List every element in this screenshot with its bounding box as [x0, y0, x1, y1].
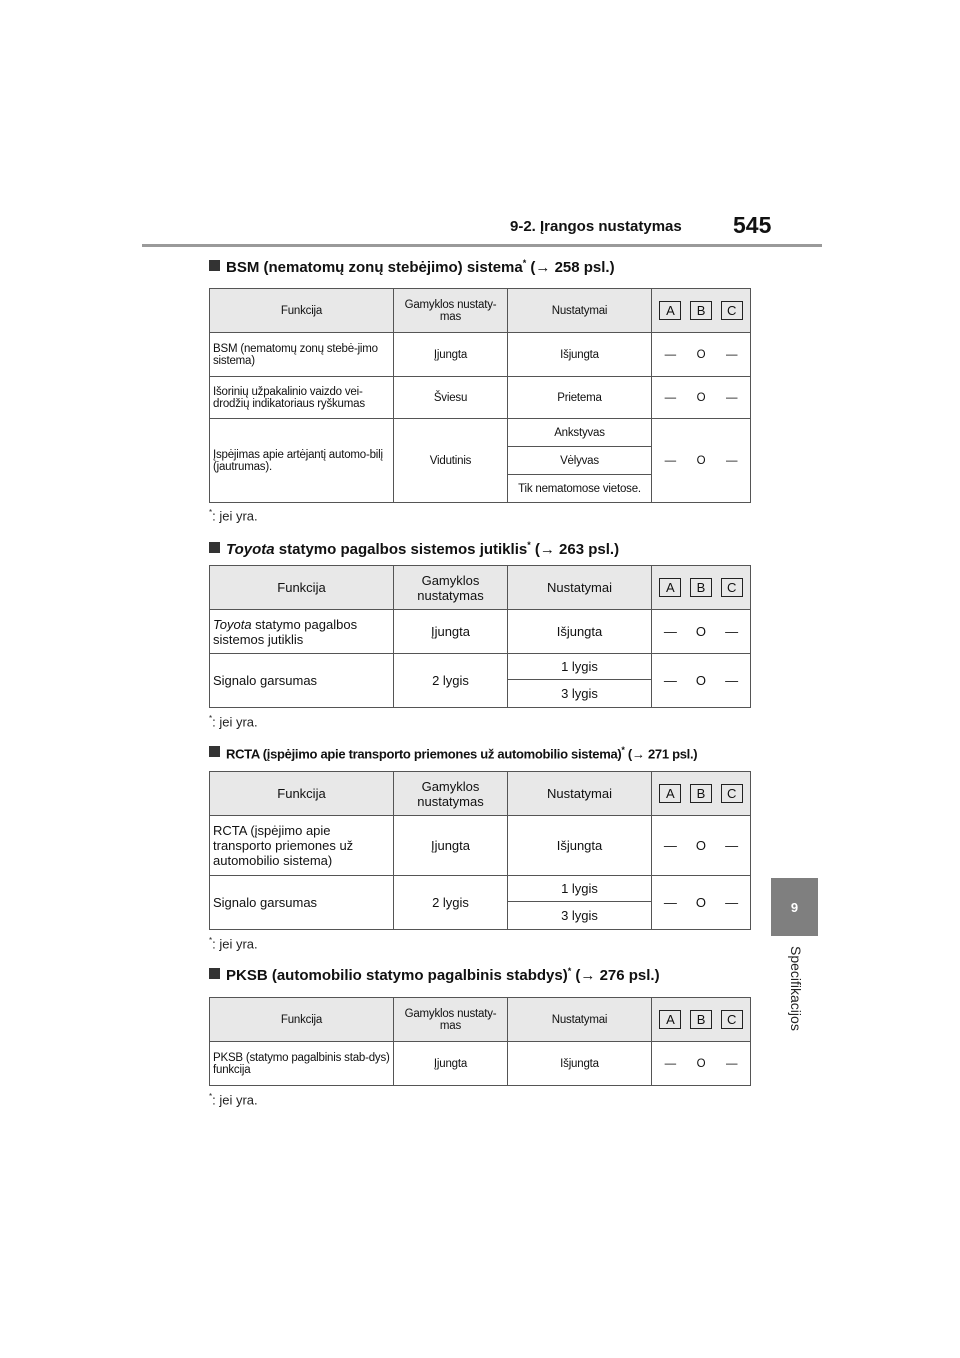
- footnote-text: : jei yra.: [212, 936, 258, 952]
- cell-default: 2 lygis: [394, 876, 508, 930]
- table-row: [210, 654, 751, 680]
- mark-b: O: [695, 673, 707, 688]
- bullet-square-icon: [209, 542, 220, 553]
- footnote-text: : jei yra.: [212, 714, 258, 730]
- mark-c: —: [725, 391, 738, 404]
- bullet-square-icon: [209, 746, 220, 757]
- mark-c: —: [725, 838, 739, 853]
- cell-marks: [652, 816, 751, 876]
- asterisk: *: [209, 714, 213, 723]
- box-a: A: [659, 1010, 681, 1029]
- heading-bsm-ref: (→ 258 psl.): [526, 259, 615, 276]
- heading-rcta: [209, 745, 697, 761]
- col-function: Funkcija: [210, 289, 394, 333]
- mark-c: —: [725, 1057, 738, 1070]
- cell-setting: Ankstyvas: [508, 419, 652, 447]
- bullet-square-icon: [209, 968, 220, 979]
- col-abc: [652, 566, 751, 610]
- footnote-text: : jei yra.: [212, 508, 258, 524]
- mark-a: —: [663, 673, 677, 688]
- col-function: Funkcija: [210, 566, 394, 610]
- page-number: 545: [733, 212, 772, 238]
- cell-default: Šviesu: [394, 377, 508, 419]
- bullet-square-icon: [209, 260, 220, 271]
- heading-pksb-ref: (→ 276 psl.): [571, 967, 660, 984]
- heading-toyota-ref: (→ 263 psl.): [530, 541, 620, 558]
- box-c: C: [721, 784, 743, 803]
- cell-function: Signalo garsumas: [210, 654, 394, 708]
- box-b: B: [690, 1010, 712, 1029]
- cell-setting: Išjungta: [508, 333, 652, 377]
- col-abc: [652, 289, 751, 333]
- cell-marks: [652, 377, 751, 419]
- mark-c: —: [725, 348, 738, 361]
- col-settings: Nustatymai: [508, 566, 652, 610]
- mark-a: —: [663, 895, 677, 910]
- cell-default: Įjungta: [394, 816, 508, 876]
- asterisk: *: [522, 258, 527, 268]
- footnote-text: : jei yra.: [212, 1092, 258, 1108]
- cell-setting: 3 lygis: [508, 680, 652, 708]
- mark-b: O: [696, 1057, 706, 1070]
- box-a: A: [659, 578, 681, 597]
- chapter-number: 9: [790, 899, 799, 915]
- mark-a: —: [664, 1057, 676, 1070]
- asterisk: *: [209, 936, 213, 945]
- mark-b: O: [696, 454, 706, 467]
- asterisk: *: [209, 1092, 213, 1101]
- mark-c: —: [725, 673, 739, 688]
- box-c: C: [721, 578, 743, 597]
- mark-b: O: [695, 624, 707, 639]
- mark-a: —: [664, 348, 676, 361]
- table-row: [210, 1042, 751, 1086]
- mark-c: —: [725, 895, 739, 910]
- col-default: Gamyklos nustatymas: [394, 772, 508, 816]
- heading-rcta-title: RCTA (įspėjimo apie transporto priemones už automobilio sistema): [226, 746, 622, 762]
- col-abc: [652, 772, 751, 816]
- box-a: A: [659, 301, 681, 320]
- mark-b: O: [696, 391, 706, 404]
- cell-function-brand: Toyota: [213, 616, 252, 632]
- col-abc: [652, 998, 751, 1042]
- table-pksb: [209, 997, 751, 1086]
- heading-bsm-title: BSM (nematomų zonų stebėjimo) sistema: [226, 259, 523, 276]
- cell-default: Įjungta: [394, 610, 508, 654]
- cell-function: PKSB (statymo pagalbinis stab-dys) funkcija: [210, 1042, 394, 1086]
- cell-setting: Išjungta: [508, 1042, 652, 1086]
- cell-marks: [652, 610, 751, 654]
- cell-default: Vidutinis: [394, 419, 508, 503]
- mark-b: O: [695, 838, 707, 853]
- cell-setting: Prietema: [508, 377, 652, 419]
- chapter-label: Specifikacijos: [788, 946, 804, 1031]
- cell-function: BSM (nematomų zonų stebė-jimo sistema): [210, 333, 394, 377]
- header-divider: [142, 244, 822, 247]
- footnote: [209, 508, 258, 523]
- col-settings: Nustatymai: [508, 772, 652, 816]
- heading-rcta-ref: (→ 271 psl.): [624, 746, 698, 762]
- mark-a: —: [664, 391, 676, 404]
- asterisk: *: [527, 540, 531, 550]
- cell-marks: [652, 654, 751, 708]
- asterisk: *: [209, 508, 213, 517]
- mark-a: —: [664, 454, 676, 467]
- box-b: B: [690, 578, 712, 597]
- box-c: C: [721, 1010, 743, 1029]
- footnote: [209, 1092, 258, 1107]
- table-row: [210, 610, 751, 654]
- cell-default: Įjungta: [394, 333, 508, 377]
- cell-marks: [652, 876, 751, 930]
- chapter-tab[interactable]: [771, 878, 818, 936]
- cell-setting: Išjungta: [508, 816, 652, 876]
- table-row: [210, 333, 751, 377]
- table-header-row: [210, 566, 751, 610]
- cell-function: Išorinių užpakalinio vaizdo vei-drodžių indikatoriaus ryškumas: [210, 377, 394, 419]
- table-toyota: [209, 565, 751, 708]
- table-header-row: [210, 998, 751, 1042]
- mark-c: —: [725, 624, 739, 639]
- heading-toyota: [209, 540, 619, 558]
- cell-default: 2 lygis: [394, 654, 508, 708]
- cell-setting: Vėlyvas: [508, 447, 652, 475]
- box-b: B: [690, 784, 712, 803]
- cell-default: Įjungta: [394, 1042, 508, 1086]
- mark-a: —: [663, 624, 677, 639]
- box-b: B: [690, 301, 712, 320]
- table-row: [210, 876, 751, 902]
- heading-toyota-brand: Toyota: [226, 541, 275, 558]
- heading-toyota-title: statymo pagalbos sistemos jutiklis: [274, 541, 528, 558]
- table-row: [210, 377, 751, 419]
- footnote: [209, 936, 258, 951]
- col-default: Gamyklos nustatymas: [394, 566, 508, 610]
- table-bsm: [209, 288, 751, 503]
- heading-bsm: [209, 258, 615, 276]
- cell-setting: Išjungta: [508, 610, 652, 654]
- section-title: 9-2. Įrangos nustatymas: [510, 218, 682, 235]
- table-rcta: [209, 771, 751, 930]
- cell-function: Įspėjimas apie artėjantį automo-bilį (jautrumas).: [210, 419, 394, 503]
- col-function: Funkcija: [210, 998, 394, 1042]
- heading-pksb: [209, 966, 660, 984]
- table-row: [210, 419, 751, 447]
- asterisk: *: [621, 745, 625, 755]
- cell-marks: [652, 419, 751, 503]
- table-row: [210, 816, 751, 876]
- footnote: [209, 714, 258, 729]
- mark-a: —: [663, 838, 677, 853]
- col-settings: Nustatymai: [508, 998, 652, 1042]
- col-function: Funkcija: [210, 772, 394, 816]
- mark-b: O: [696, 348, 706, 361]
- mark-b: O: [695, 895, 707, 910]
- col-settings: Nustatymai: [508, 289, 652, 333]
- col-default: Gamyklos nustaty-mas: [394, 289, 508, 333]
- cell-setting: Tik nematomose vietose.: [508, 475, 652, 503]
- table-header-row: [210, 289, 751, 333]
- asterisk: *: [567, 966, 572, 976]
- col-default: Gamyklos nustaty-mas: [394, 998, 508, 1042]
- box-a: A: [659, 784, 681, 803]
- table-header-row: [210, 772, 751, 816]
- cell-function: RCTA (įspėjimo apie transporto priemones už automobilio sistema): [210, 816, 394, 876]
- cell-function: [210, 610, 394, 654]
- heading-pksb-title: PKSB (automobilio statymo pagalbinis stabdys): [226, 967, 568, 984]
- cell-setting: 3 lygis: [508, 902, 652, 930]
- cell-setting: 1 lygis: [508, 654, 652, 680]
- box-c: C: [721, 301, 743, 320]
- cell-setting: 1 lygis: [508, 876, 652, 902]
- cell-marks: [652, 1042, 751, 1086]
- cell-function: Signalo garsumas: [210, 876, 394, 930]
- cell-function-text: statymo pagalbos sistemos jutiklis: [213, 616, 358, 647]
- mark-c: —: [725, 454, 738, 467]
- cell-marks: [652, 333, 751, 377]
